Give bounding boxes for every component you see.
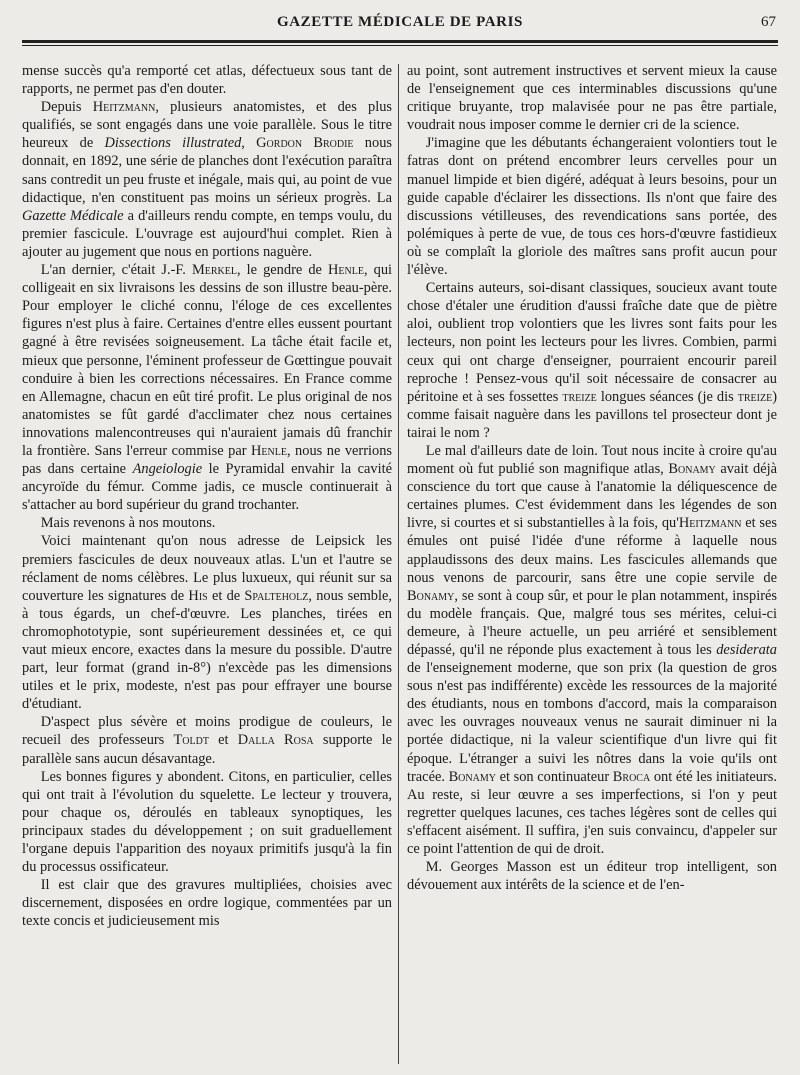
text-run: Certains auteurs, soi-disant classiques, soucieux avant toute chose d'étaler une érudition d'aussi fraîche date que de piètre aloi, oublient trop volontiers que les livres sont faits pour les lecteurs, non point les lecteurs pour les livres. Combien, parmi ceux qui ont charge d'enseigner, pourraient encourir pareil reproche ! Pensez-vous qu'il soit nécessaire de consacrer au péritoine et à ses fossettes [407,280,777,405]
small-caps-name: Spalteholz [244,587,309,604]
page-number: 67 [761,14,776,30]
small-caps-name: Heitzmann [92,99,156,116]
text-run: au point, sont autrement instructives et servent mieux la cause de l'enseignement que ces interminables discussions qu'une critique bruyante, trop malavisée pour ne pas être partiale, voudrait nous imposer comme le dernier cri de la science. [407,63,777,134]
paragraph [22,713,392,767]
text-run: Depuis [40,99,93,116]
paragraph [22,876,392,930]
text-run: , se sont à coup sûr, et pour le plan notamment, inspirés du modèle français. Que, malgré tous ses mérites, celui-ci demeure, à l'heure actuelle, un peu arriéré et sensiblement dépassé, qu'il ne réponde plus exactement à tous les [407,587,777,658]
small-caps-name: Gordon Brodie [256,135,354,152]
text-run: , nous semble, à tous égards, un chef-d'œuvre. Les planches, tirées en chromophototypie, sont supérieurement dessinées et, ce qui vaut mieux encore, exactes dans la mesure du possible. D'autre part, leur format (grand in-8°) n'excède pas les dimensions utiles et le prix, modeste, n'est pas pour effrayer une bourse d'étudiant. [22,587,392,713]
italic-title: desiderata [716,642,777,658]
text-run: Voici maintenant qu'on nous adresse de Leipsick les premiers fascicules de deux nouveaux atlas. L'un et l'autre se réclament de noms célèbres. Le plus luxueux, qui réunit sur sa couverture les signatures de [22,533,392,604]
small-caps-name: Broca [612,768,651,785]
italic-title: Angeiologie [132,461,203,478]
small-caps-name: treize [562,388,597,405]
small-caps-name: Toldt [173,732,209,749]
text-run: , plusieurs anatomistes, et des plus qualifiés, se sont engagés dans une voie parallèle. Sous le titre heureux de [22,99,392,152]
small-caps-name: Heitzmann [678,515,742,532]
small-caps-name: Merkel [191,262,237,279]
paragraph [407,442,777,858]
paragraph [407,858,777,894]
small-caps-name: Bonamy [407,587,455,604]
paragraph [22,532,392,713]
paragraph [22,261,392,514]
small-caps-name: Henle [251,442,287,459]
text-run: et [208,732,238,749]
small-caps-name: treize [737,388,773,405]
small-caps-name: Bonamy [668,461,716,478]
text-run: ) comme faisait naguère dans les pavillons tel prosecteur dont je tairai le nom ? [407,388,777,441]
text-run: le Pyramidal envahir la cavité ancyroïde du fémur. Comme jadis, ce muscle continuerait à s'attacher au bord supérieur du grand trochanter. [22,461,393,514]
text-run: supporte le parallèle sans aucun désavantage. [22,732,392,767]
small-caps-name: His [188,587,208,604]
text-run: et ses émules ont puisé l'idée d'une réforme à laquelle nous applaudissons des deux mains. Les fascicules allemands que nous venons de parcourir, sans être une copie servile de [407,515,777,586]
paragraph [22,62,392,98]
header-rule-thick [22,40,778,43]
text-run: a d'ailleurs rendu compte, en temps voulu, du premier fascicule. L'ouvrage est aujourd'hui complet. Rien à ajouter au jugement que nous en portions naguère. [22,207,393,260]
text-run: , nous ne verrions pas dans certaine [22,442,392,478]
italic-title: Dissections illustrated [104,135,242,152]
text-run: Le mal d'ailleurs date de loin. Tout nous incite à croire qu'au moment où fut publié son magnifique atlas, [407,442,777,478]
paragraph [407,279,777,442]
text-run: , le gendre de [236,262,328,279]
left-column [22,62,392,931]
text-run: , [241,135,257,152]
text-run: Les bonnes figures y abondent. Citons, en particulier, celles qui ont trait à l'évolution du squelette. Le lecteur y trouvera, pour chaque os, déroulés en tableaux synoptiques, les principaux stades du développement ; on suit graduellement l'organe depuis l'apparition des noyaux primitifs jusqu'à la fin du processus ossificateur. [22,768,392,876]
running-header [22,14,778,36]
text-run: L'an dernier, c'était J.-F. [40,262,192,279]
text-run: mense succès qu'a remporté cet atlas, défectueux sous tant de rapports, ne permet pas d'en douter. [22,63,392,98]
text-run: D'aspect plus sévère et moins prodigue de couleurs, le recueil des professeurs [22,714,392,749]
right-column [407,62,777,894]
paragraph [407,62,777,134]
text-run: et son continuateur [495,768,613,785]
paragraph [22,98,392,261]
text-run: nous donnait, en 1892, une série de planches dont l'exécution paraîtra sans contredit un peu fruste et inégale, mais qui, au point de vue didactique, n'en constituent pas moins un sérieux progrès. La [22,135,392,206]
text-run: M. Georges Masson est un éditeur trop intelligent, son dévouement aux intérêts de la science et de l'en- [407,859,777,894]
text-run: ont été les initiateurs. Au reste, si leur œuvre a ses imperfections, si l'on y peut regretter quelques lacunes, ces taches légères sont de celles qui s'effacent aisément. Il suffira, j'en suis convaincu, d'appeler sur ce point l'attention de qui de droit. [407,768,777,858]
small-caps-name: Henle [328,262,364,279]
paragraph [407,134,777,279]
text-run: avait déjà conscience du tort que cause à l'anatomie la déliquescence de certaines plumes. C'est évidemment dans les légendes de son livre, si courtes et si substantielles à la fois, qu' [407,461,777,532]
small-caps-name: Dalla Rosa [237,732,314,749]
text-run: longues séances (je dis [596,388,738,405]
italic-title: Gazette Médicale [22,207,124,224]
text-run: et de [207,587,245,604]
text-run: de l'enseignement moderne, que son prix (la question de gros sous n'est pas indifférente) excède les ressources de la majorité des étudiants, nous en tombons d'accord, mais la comparaison avec les ouvrages nouveaux venus ne saurait diminuer ni la portée didactique, ni la valeur scientifique d'un livre qui fit époque. L'étranger a suivi les nôtres dans la voie qu'ils ont tracée. [407,660,777,785]
small-caps-name: Bonamy [448,768,496,785]
text-run: Il est clair que des gravures multipliées, choisies avec discernement, disposées en ordre logique, commentées par un texte concis et judicieusement mis [22,877,392,930]
paragraph [22,514,392,532]
text-run: Mais revenons à nos moutons. [40,515,216,532]
header-rule-thin [22,45,778,46]
column-divider [398,64,399,1064]
text-run: , qui colligeait en six livraisons les dessins de son illustre beau-père. Pour employer le cliché connu, l'éloge de ces excellentes figures n'est plus à faire. Certaines d'entre elles eussent pourtant gagné à être revisées soigneusement. La tâche était facile et, mieux que personne, l'éminent professeur de Gœttingue pouvait conduire à bien les corrections nécessaires. En France comme en Allemagne, chacun en eût tiré profit. Le plus original de nos anatomistes se fût gardé d'acclimater chez nous certaines innovations malencontreuses qui n'auraient jamais dû franchir la frontière. Sans l'erreur commise par [22,262,393,459]
paragraph [22,768,392,877]
journal-title: GAZETTE MÉDICALE DE PARIS [276,14,523,30]
text-run: J'imagine que les débutants échangeraient volontiers tout le fatras dont on prétend encombrer leurs cervelles pour un manuel limpide et bien digéré, adéquat à leurs besoins, pour un guide capable d'éclairer les dissections. Ils n'ont que faire des discussions vétilleuses, des revendications sans portée, des polémiques à perte de vue, de tous ces hors-d'œuvre fastidieux où se complaît la gloriole des maîtres sans profit aucun pour l'élève. [407,135,777,279]
